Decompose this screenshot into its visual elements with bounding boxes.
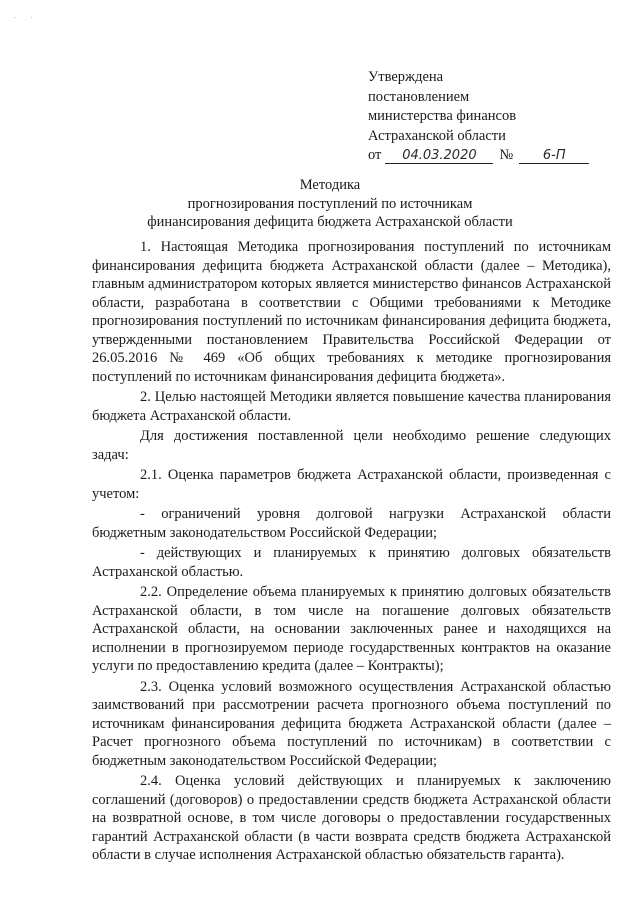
number-label: № [499,147,514,163]
document-title [90,176,570,232]
paragraph-1: 1. Настоящая Методика прогнозирования поступлений по источникам финансирования дефицита бюджета Астраханской области (далее – Методика), главным администратором которых является министерство финансов Астраханской области, разработана в соответствии с Общими требованиями к Методике прогнозирования поступлений по источникам финансирования дефицита бюджета, утвержденными постановлением Правительства Российской Федерации от 26.05.2016 № 469 «Об общих требованиях к методике прогнозирования поступлений по источникам финансирования дефицита бюджета». [92,239,611,385]
title-line-1: Методика [299,177,361,193]
approval-line-2: постановлением [368,88,470,105]
from-label: от [368,147,382,163]
list-item-debt-limits: - ограничений уровня долговой нагрузки Астраханской области бюджетным законодательством Российской Федерации; [92,506,611,541]
title-line-2: прогнозирования поступлений по источникам [187,195,473,212]
handwritten-date: 04.03.2020 [385,148,493,164]
approval-line-1: Утверждена [368,69,444,85]
title-line-3: финансирования дефицита бюджета Астраханской области [147,214,513,230]
handwritten-number: 6-П [519,148,589,164]
paragraph-2-1: 2.1. Оценка параметров бюджета Астраханской области, произведенная с учетом: [92,467,611,502]
paragraph-2-2: 2.2. Определение объема планируемых к принятию долговых обязательств Астраханской области, в том числе на погашение долговых обязательств Астраханской области, на основании заключенных ранее и находящихся на исполнении в прогнозируемом периоде государственных контрактов на оказание услуги по предоставлению кредита (далее – Контракты); [92,584,611,674]
approval-line-4: Астраханской области [368,127,506,144]
paragraph-2-4: 2.4. Оценка условий действующих и планируемых к заключению соглашений (договоров) о предоставлении средств бюджета Астраханской области на возвратной основе, в том числе договоры о предоставлении государственных гарантий Астраханской области (в части возврата средств бюджета Астраханской области в случае исполнения Астраханской областью обязательств гаранта). [92,773,611,863]
paragraph-tasks-intro: Для достижения поставленной цели необходимо решение следующих задач: [92,428,611,463]
scan-artifact: . . [14,10,39,20]
approval-stamp-block [368,68,589,166]
paragraph-2-3: 2.3. Оценка условий возможного осуществления Астраханской областью заимствований при рассмотрении расчета прогнозного объема поступлений по источникам финансирования дефицита бюджета Астраханской области (далее – Расчет прогнозного объема поступлений по источникам) в соответствии с бюджетным законодательством Российской Федерации; [92,678,611,769]
approval-date-line [368,146,589,166]
paragraph-2: 2. Целью настоящей Методики является повышение качества планирования бюджета Астраханской области. [92,389,611,424]
list-item-debt-obligations: - действующих и планируемых к принятию долговых обязательств Астраханской областью. [92,545,611,580]
approval-line-3: министерства финансов [368,108,517,124]
document-body [92,238,611,867]
